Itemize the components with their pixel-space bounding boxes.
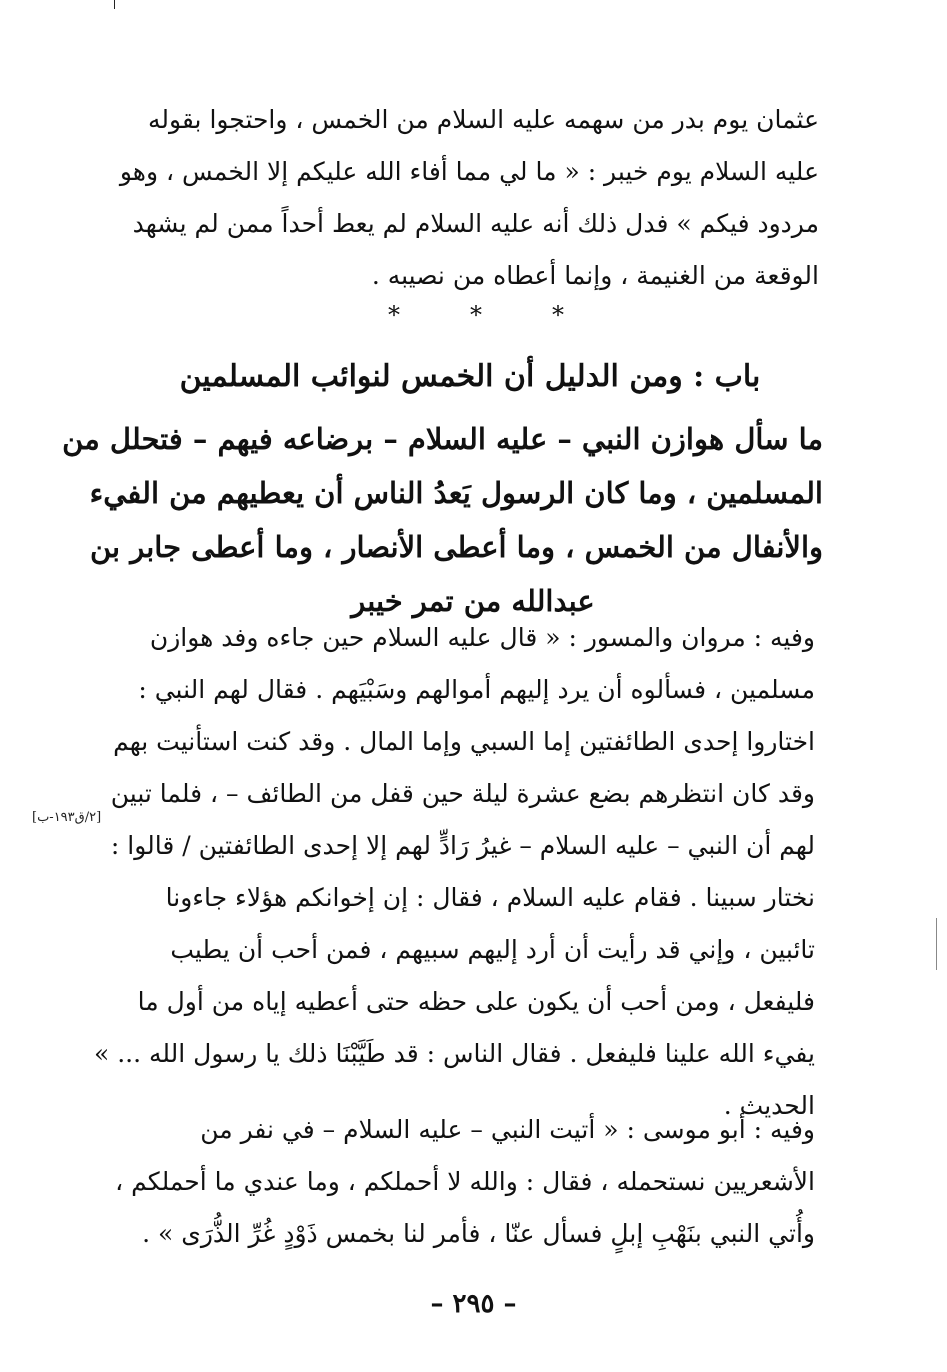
chapter-subtitle-line: المسلمين ، وما كان الرسول يَعدُ الناس أن يعطيهم من الفيء <box>89 476 823 510</box>
section-separator <box>380 300 580 330</box>
paragraph-2-line: وقد كان انتظرهم بضع عشرة ليلة حين قفل من الطائف – ، فلما تبين <box>110 779 815 808</box>
paragraph-2-line: اختاروا إحدى الطائفتين إما السبي وإما المال . وقد كنت استأنيت بهم <box>113 727 815 756</box>
separator-star: * <box>552 301 564 329</box>
manuscript-folio-note: [٢/ق١٩٣-ب] <box>32 810 102 825</box>
paragraph-1-line: الوقعة من الغنيمة ، وإنما أعطاه من نصيبه . <box>371 261 819 290</box>
scan-edge-line <box>936 918 937 970</box>
separator-star: * <box>388 301 400 329</box>
paragraph-1 <box>119 94 819 302</box>
paragraph-3-line: وفيه : أبو موسى : « أتيت النبي – عليه السلام – في نفر من <box>200 1115 815 1144</box>
paragraph-2-line: وفيه : مروان والمسور : « قال عليه السلام حين جاءه وفد هوازن <box>149 623 815 652</box>
chapter-subtitle <box>62 412 823 628</box>
paragraph-3-line: الأشعريين نستحمله ، فقال : والله لا أحملكم ، وما عندي ما أحملكم ، <box>115 1167 815 1196</box>
paragraph-2-line: نختار سبينا . فقام عليه السلام ، فقال : إن إخوانكم هؤلاء جاءونا <box>165 883 815 912</box>
chapter-subtitle-line: عبدالله من تمر خيبر <box>351 584 595 618</box>
chapter-subtitle-line: ما سأل هوازن النبي – عليه السلام – برضاعه فيهم – فتحلل من <box>62 422 823 456</box>
paragraph-2-line: فليفعل ، ومن أحب أن يكون على حظه حتى أعطيه إياه من أول ما <box>137 987 815 1016</box>
page-number: – ٢٩٥ – <box>430 1289 517 1319</box>
paragraph-2-line: مسلمين ، فسألوه أن يرد إليهم أموالهم وسَبْيَهم . فقال لهم النبي : <box>138 675 815 704</box>
chapter-title: باب : ومن الدليل أن الخمس لنوائب المسلمين <box>179 359 761 394</box>
paragraph-3 <box>115 1104 815 1260</box>
paragraph-3-line: وأُتي النبي بنَهْبِ إبلٍ فسأل عنّا ، فأمر لنا بخمس ذَوْدٍ غُرِّ الذُّرَى » . <box>142 1219 815 1248</box>
scan-mark <box>114 0 115 9</box>
separator-star: * <box>470 301 482 329</box>
paragraph-2-line: لهم أن النبي – عليه السلام – غيرُ رَادٍّ لهم إلا إحدى الطائفتين / قالوا : <box>110 831 815 860</box>
paragraph-2 <box>93 612 815 1132</box>
paragraph-2-line: تائبين ، وإني قد رأيت أن أرد إليهم سبيهم ، فمن أحب أن يطيب <box>170 935 815 964</box>
paragraph-1-line: عثمان يوم بدر من سهمه عليه السلام من الخمس ، واحتجوا بقوله <box>147 105 819 134</box>
chapter-subtitle-line: والأنفال من الخمس ، وما أعطى الأنصار ، وما أعطى جابر بن <box>89 530 823 564</box>
paragraph-1-line: مردود فيكم » فدل ذلك أنه عليه السلام لم يعط أحداً ممن لم يشهد <box>132 209 819 238</box>
paragraph-1-line: عليه السلام يوم خيبر : « ما لي مما أفاء الله عليكم إلا الخمس ، وهو <box>119 157 819 186</box>
paragraph-2-line: الحديث . <box>723 1091 815 1120</box>
paragraph-2-line: يفيء الله علينا فليفعل . فقال الناس : قد طَيَّبْنَا ذلك يا رسول الله ... » <box>93 1039 815 1068</box>
